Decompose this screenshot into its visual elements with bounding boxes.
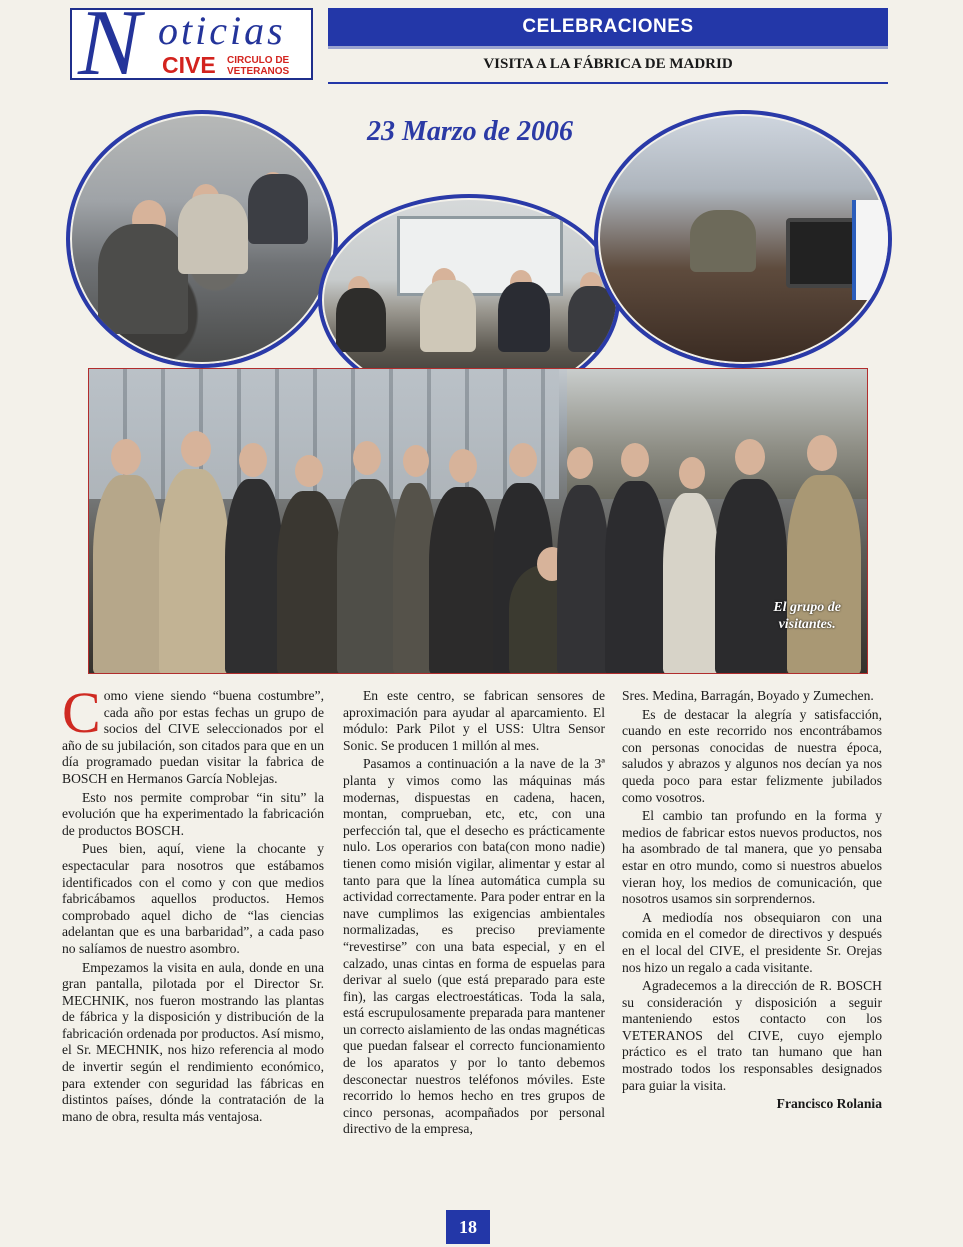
event-date-title: 23 Marzo de 2006 — [366, 116, 574, 147]
caption-line: El grupo de — [773, 600, 841, 615]
photo-figure — [225, 479, 283, 674]
photo-figure — [557, 485, 609, 674]
logo-circulo — [227, 56, 289, 77]
photo-visitor-group — [88, 368, 868, 674]
paragraph: Esto nos permite comprobar “in situ” la evolución que ha experimentado la fabricación de productos BOSCH. — [62, 789, 324, 838]
section-title-bar: CELEBRACIONES — [328, 8, 888, 46]
photo-figure — [403, 445, 429, 477]
logo-cive: CIVE — [162, 52, 216, 78]
page-number: 18 — [446, 1210, 490, 1244]
photo-figure — [498, 282, 550, 352]
photo-people-row — [89, 449, 868, 674]
photo-figure — [663, 493, 719, 674]
magazine-logo — [70, 8, 313, 80]
photo-figure — [248, 174, 308, 244]
photo-figure — [420, 280, 476, 352]
paragraph: Agradecemos a la dirección de R. BOSCH su consideración y disposición a seguir manteniendo estos contacto con los VETERANOS del CIVE, cuyo ejemplo práctico es el trato tan humano que han mostrado todos los responsables designados para guiar la visita. — [622, 978, 882, 1093]
article-subtitle: VISITA A LA FÁBRICA DE MADRID — [483, 56, 733, 72]
logo-word: oticias — [158, 8, 286, 53]
paragraph: Pues bien, aquí, viene la chocante y espectacular para nosotros que estábamos identificados con el como y con que medios fabricábamos aquellos productos. Hemos comprobado aquel dicho de “las ciencias adelantan que es una barbaridad”, a cada paso no salíamos de nuestro asombro. — [62, 841, 324, 956]
photo-figure — [605, 481, 667, 674]
paragraph: A mediodía nos obsequiaron con una comida en el comedor de directivos y después en el local del CIVE, el presidente Sr. Orejas nos hizo un regalo a cada visitante. — [622, 909, 882, 975]
photo-figure — [111, 439, 141, 475]
photo-figure — [239, 443, 267, 477]
paragraph: Es de destacar la alegría y satisfacción, cuando en este recorrido nos encontrábamos con personas conocidas de nuestra época, saludos y abrazos y algunos nos decían ya nos queda poco para estar felizmente jubilados como vosotros. — [622, 706, 882, 805]
logo-letter: N — [78, 8, 141, 80]
photo-figure — [787, 475, 861, 674]
photo-figure — [679, 457, 705, 489]
photo-figure — [277, 491, 341, 674]
paragraph: Sres. Medina, Barragán, Boyado y Zumechen. — [622, 688, 874, 703]
photo-figure — [715, 479, 787, 674]
photo-figure — [353, 441, 381, 475]
photo-presenter — [594, 110, 892, 368]
photo-figure — [449, 449, 477, 483]
photo-figure — [690, 210, 756, 272]
photo-figure — [509, 443, 537, 477]
photo-figure — [807, 435, 837, 471]
photo-figure — [567, 447, 593, 479]
photo-figure — [735, 439, 765, 475]
article-author: Francisco Rolania — [776, 1096, 882, 1112]
photo-caption — [773, 599, 841, 633]
logo-circulo-line: CIRCULO DE — [227, 55, 290, 66]
paragraph-text: omo viene siendo “buena costumbre”, cada año por estas fechas un grupo de socios del CIVE seleccionados por el año de su jubilación, son citados para que en un día programado puedan visitar la fabrica de BOSCH en Hermanos García Noblejas. — [62, 688, 324, 786]
photo-audience-seated — [66, 110, 338, 368]
logo-veteranos-line: VETERANOS — [227, 65, 290, 77]
article-column-3 — [622, 688, 882, 1115]
photo-figure — [98, 224, 188, 334]
paragraph: Pasamos a continuación a la nave de la 3ª planta y vimos como las máquinas más modernas, dispuestas en cadena, hacen, montan, comprueban, etc, etc, con una perfección tal, que el desecho es prácticamente nulo. Los operarios con bata(con mono nadie) tienen como misión vigilar, alimentar y estar al tanto para que la línea automática cumpla su actividad correctamente. Para poder entrar en la nave cumplimos las exigencias ambientales normalizadas, es preciso previamente “revestirse” con una bata especial, y en el calzado, unas cintas en forma de espuelas para derivar al suelo (que está preparado para este fin), las cargas electroestáticas. Toda la sala, está escrupulosamente preparada para mantener un correcto aislamiento de las ondas magnéticas que puedan falsear el correcto funcionamiento de los aparatos y por lo tanto debemos desconectar nuestros teléfonos móviles. Este recorrido lo hemos hecho en tres grupos de cinco personas, acompañados por personal directivo de la empresa, — [343, 756, 605, 1137]
photo-figure — [178, 194, 248, 274]
photo-figure — [295, 455, 323, 487]
photo-figure — [337, 479, 399, 674]
drop-cap: C — [62, 680, 101, 745]
photo-figure — [159, 469, 229, 674]
photo-figure — [336, 288, 386, 352]
article-column-1 — [62, 680, 324, 1127]
photo-figure — [181, 431, 211, 467]
photo-figure — [621, 443, 649, 477]
subtitle-divider — [328, 82, 888, 84]
caption-line: visitantes. — [778, 617, 836, 632]
paragraph: El cambio tan profundo en la forma y medios de fabricar estos nuevos productos, nos ha asombrado de tal manera, que yo pensaba estar en otro mundo, como si nuestros abuelos vieran hoy, los medios de comunicación, que nosotros usamos sin sorprendernos. — [622, 808, 882, 907]
paragraph: Empezamos la visita en aula, donde en una gran pantalla, pilotada por el Director Sr. MECHNIK, nos fueron mostrando las plantas de fábrica y la disposición y distribución de la fabricación ordenada por productos. Así mismo, el Sr. MECHNIK, nos hizo referencia al modo de invertir según el rendimiento económico, para extender con seguridad las fábricas en distintos países, dónde la contratación de la mano de obra, resulta más ventajosa. — [62, 959, 324, 1124]
photo-bosch-sign — [852, 200, 892, 300]
paragraph — [62, 680, 324, 788]
article-column-2 — [343, 688, 605, 1140]
photo-figure — [429, 487, 497, 674]
photo-figure — [93, 475, 163, 674]
paragraph: En este centro, se fabrican sensores de aproximación para ayudar al aparcamiento. El módulo: Park Pilot y el USS: Ultra Sensor Sonic. Se producen 1 millón al mes. — [343, 688, 605, 753]
